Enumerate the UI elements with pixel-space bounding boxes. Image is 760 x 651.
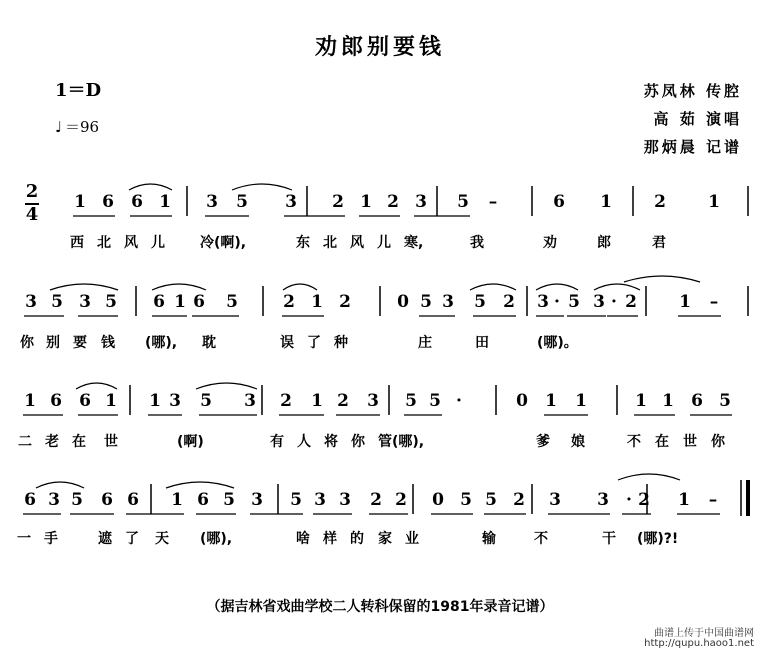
lyric-syllable: 在 — [72, 434, 86, 450]
lyric-syllable: (哪)?! — [637, 531, 679, 547]
slur — [624, 276, 700, 282]
note: 1 — [174, 292, 186, 312]
lyric-syllable: 有 — [270, 434, 284, 450]
lyric-syllable: (哪), — [145, 335, 178, 351]
note: 1 — [24, 391, 36, 411]
lyric-syllable: 将 — [324, 434, 338, 450]
slur — [618, 474, 680, 480]
lyric-syllable: 冷(啊), — [200, 235, 247, 251]
lyric-syllable: 的 — [350, 531, 364, 547]
credit-singer: 高 茹 演唱 — [653, 110, 742, 128]
note: 3 — [285, 192, 297, 212]
note: 2 — [654, 192, 666, 212]
slur — [196, 383, 257, 389]
lyric-syllable: 了 — [125, 531, 139, 547]
note: 2 — [339, 292, 351, 312]
lyric-syllable: (啊) — [177, 434, 204, 450]
lyric-syllable: 了 — [307, 335, 321, 351]
note: · — [456, 391, 462, 411]
note: 5 — [460, 490, 472, 510]
note: 1 — [105, 391, 117, 411]
note: – — [488, 192, 498, 212]
lyric-syllable: 不 — [627, 434, 641, 450]
lyric-syllable: 别 — [46, 335, 60, 351]
lyric-syllable: 你 — [351, 434, 365, 450]
note: 6 — [153, 292, 165, 312]
note: 2 — [332, 192, 344, 212]
note: 1 — [545, 391, 557, 411]
credit-arranger: 苏凤林 传腔 — [643, 82, 742, 100]
note: 5 — [420, 292, 432, 312]
note: 6 — [79, 391, 91, 411]
lyric-syllable: 爹 — [536, 434, 550, 450]
slur — [470, 284, 516, 290]
slur — [283, 284, 317, 290]
note: 5 — [290, 490, 302, 510]
note: 3 — [169, 391, 181, 411]
note: 3 — [367, 391, 379, 411]
note: 3 — [314, 490, 326, 510]
note: 5 — [429, 391, 441, 411]
lyric-syllable: 庄 — [418, 335, 432, 351]
note: 1 — [171, 490, 183, 510]
note: 6 — [131, 192, 143, 212]
slur — [594, 284, 640, 290]
lyric-syllable: 手 — [44, 531, 58, 547]
lyric-syllable: 在 — [655, 434, 669, 450]
quarter-note-icon: ♩ — [55, 118, 63, 136]
note: 5 — [226, 292, 238, 312]
note: 6 — [102, 192, 114, 212]
note: 6 — [553, 192, 565, 212]
note: 6 — [50, 391, 62, 411]
note: 2 — [503, 292, 515, 312]
slur — [232, 184, 292, 190]
note: 6 — [197, 490, 209, 510]
time-signature-top: 2 — [25, 181, 39, 202]
note: 1 — [311, 292, 323, 312]
lyric-syllable: 寒, — [404, 235, 424, 251]
lyric-syllable: 样 — [323, 531, 337, 547]
lyric-syllable: (哪), — [200, 531, 233, 547]
note: 5 — [474, 292, 486, 312]
slur — [166, 482, 234, 488]
lyric-syllable: 世 — [683, 434, 697, 450]
lyric-syllable: 北 — [323, 235, 337, 251]
lyric-syllable: 一 — [17, 531, 31, 547]
lyric-syllable: 要 — [73, 335, 87, 351]
lyric-syllable: 东 — [296, 235, 310, 251]
note: 3 — [339, 490, 351, 510]
note: 6 — [127, 490, 139, 510]
note: 1 — [149, 391, 161, 411]
key-signature: 1＝D — [55, 80, 102, 101]
footer-note: （据吉林省戏曲学校二人转科保留的1981年录音记谱） — [206, 599, 554, 615]
note: 1 — [678, 490, 690, 510]
lyric-syllable: 郎 — [597, 235, 611, 251]
lyric-syllable: 耽 — [202, 335, 216, 351]
note: 0 — [432, 490, 444, 510]
lyric-syllable: (哪)。 — [537, 335, 578, 351]
note: 2 — [280, 391, 292, 411]
note: 5 — [719, 391, 731, 411]
lyric-syllable: 世 — [104, 434, 118, 450]
lyric-syllable: 你 — [20, 335, 34, 351]
tempo-value: ＝96 — [65, 118, 100, 136]
lyric-syllable: 天 — [155, 531, 169, 547]
slur — [129, 184, 172, 190]
lyric-syllable: 家 — [378, 531, 392, 547]
song-title: 劝郎别要钱 — [314, 35, 445, 60]
note: 3 — [48, 490, 60, 510]
note: 0 — [516, 391, 528, 411]
note: 6 — [24, 490, 36, 510]
note: 5 — [457, 192, 469, 212]
note: 5 — [405, 391, 417, 411]
note: 5 — [51, 292, 63, 312]
note: 3 — [442, 292, 454, 312]
note: – — [709, 292, 719, 312]
lyric-syllable: 儿 — [377, 235, 391, 251]
note: 3 — [597, 490, 609, 510]
lyric-syllable: 管(哪), — [378, 434, 425, 450]
note: · — [611, 292, 617, 312]
watermark — [644, 629, 754, 649]
lyric-syllable: 钱 — [101, 335, 115, 351]
lyric-syllable: 种 — [334, 335, 348, 351]
note: 5 — [236, 192, 248, 212]
note: 2 — [625, 292, 637, 312]
note: · — [626, 490, 632, 510]
lyric-syllable: 西 — [70, 235, 84, 251]
note: 3 — [251, 490, 263, 510]
lyric-syllable: 劝 — [543, 235, 557, 251]
lyric-syllable: 风 — [124, 235, 138, 251]
note: 3 — [25, 292, 37, 312]
lyric-syllable: 你 — [711, 434, 725, 450]
lyric-syllable: 君 — [652, 235, 666, 251]
lyric-syllable: 业 — [405, 531, 419, 547]
note: 2 — [638, 490, 650, 510]
note: – — [708, 490, 718, 510]
lyric-syllable: 输 — [482, 531, 496, 547]
note: 1 — [600, 192, 612, 212]
lyric-syllable: 二 — [18, 434, 32, 450]
slur — [76, 383, 117, 389]
note: 6 — [101, 490, 113, 510]
note: 1 — [679, 292, 691, 312]
note: 1 — [360, 192, 372, 212]
lyric-syllable: 老 — [45, 434, 59, 450]
note: 2 — [337, 391, 349, 411]
slur — [536, 284, 578, 290]
note: 2 — [395, 490, 407, 510]
lyric-syllable: 田 — [475, 335, 489, 351]
note: 5 — [568, 292, 580, 312]
note: 2 — [283, 292, 295, 312]
lyric-syllable: 娘 — [571, 434, 585, 450]
note: 3 — [244, 391, 256, 411]
lyric-syllable: 人 — [297, 434, 311, 450]
note: 1 — [575, 391, 587, 411]
lyric-syllable: 儿 — [151, 235, 165, 251]
credit-transcriber: 那炳晨 记谱 — [643, 138, 742, 156]
note: 6 — [691, 391, 703, 411]
note: 3 — [206, 192, 218, 212]
note: 3 — [593, 292, 605, 312]
lyric-syllable: 我 — [470, 235, 484, 251]
note: 3 — [549, 490, 561, 510]
note: 2 — [513, 490, 525, 510]
lyric-syllable: 不 — [534, 531, 548, 547]
lyric-syllable: 啥 — [296, 531, 310, 547]
note: 0 — [397, 292, 409, 312]
note: 6 — [193, 292, 205, 312]
time-signature-bottom: 4 — [25, 204, 39, 225]
lyric-syllable: 北 — [97, 235, 111, 251]
note: · — [554, 292, 560, 312]
note: 1 — [159, 192, 171, 212]
note: 5 — [485, 490, 497, 510]
slur — [50, 284, 118, 290]
note: 2 — [387, 192, 399, 212]
lyric-syllable: 干 — [602, 531, 616, 547]
watermark-line2: http://qupu.haoo1.net — [644, 638, 754, 649]
lyric-syllable: 遮 — [98, 531, 112, 547]
note: 1 — [662, 391, 674, 411]
slur — [152, 284, 206, 290]
lyric-syllable: 风 — [350, 235, 364, 251]
note: 3 — [79, 292, 91, 312]
watermark-line1: 曲谱上传于中国曲谱网 — [654, 628, 754, 639]
note: 2 — [370, 490, 382, 510]
note: 1 — [708, 192, 720, 212]
note: 1 — [311, 391, 323, 411]
note: 5 — [105, 292, 117, 312]
note: 1 — [74, 192, 86, 212]
lyric-syllable: 误 — [280, 335, 294, 351]
note: 5 — [71, 490, 83, 510]
note: 5 — [200, 391, 212, 411]
slur — [36, 482, 84, 488]
note: 5 — [223, 490, 235, 510]
note: 3 — [537, 292, 549, 312]
note: 1 — [635, 391, 647, 411]
note: 3 — [415, 192, 427, 212]
